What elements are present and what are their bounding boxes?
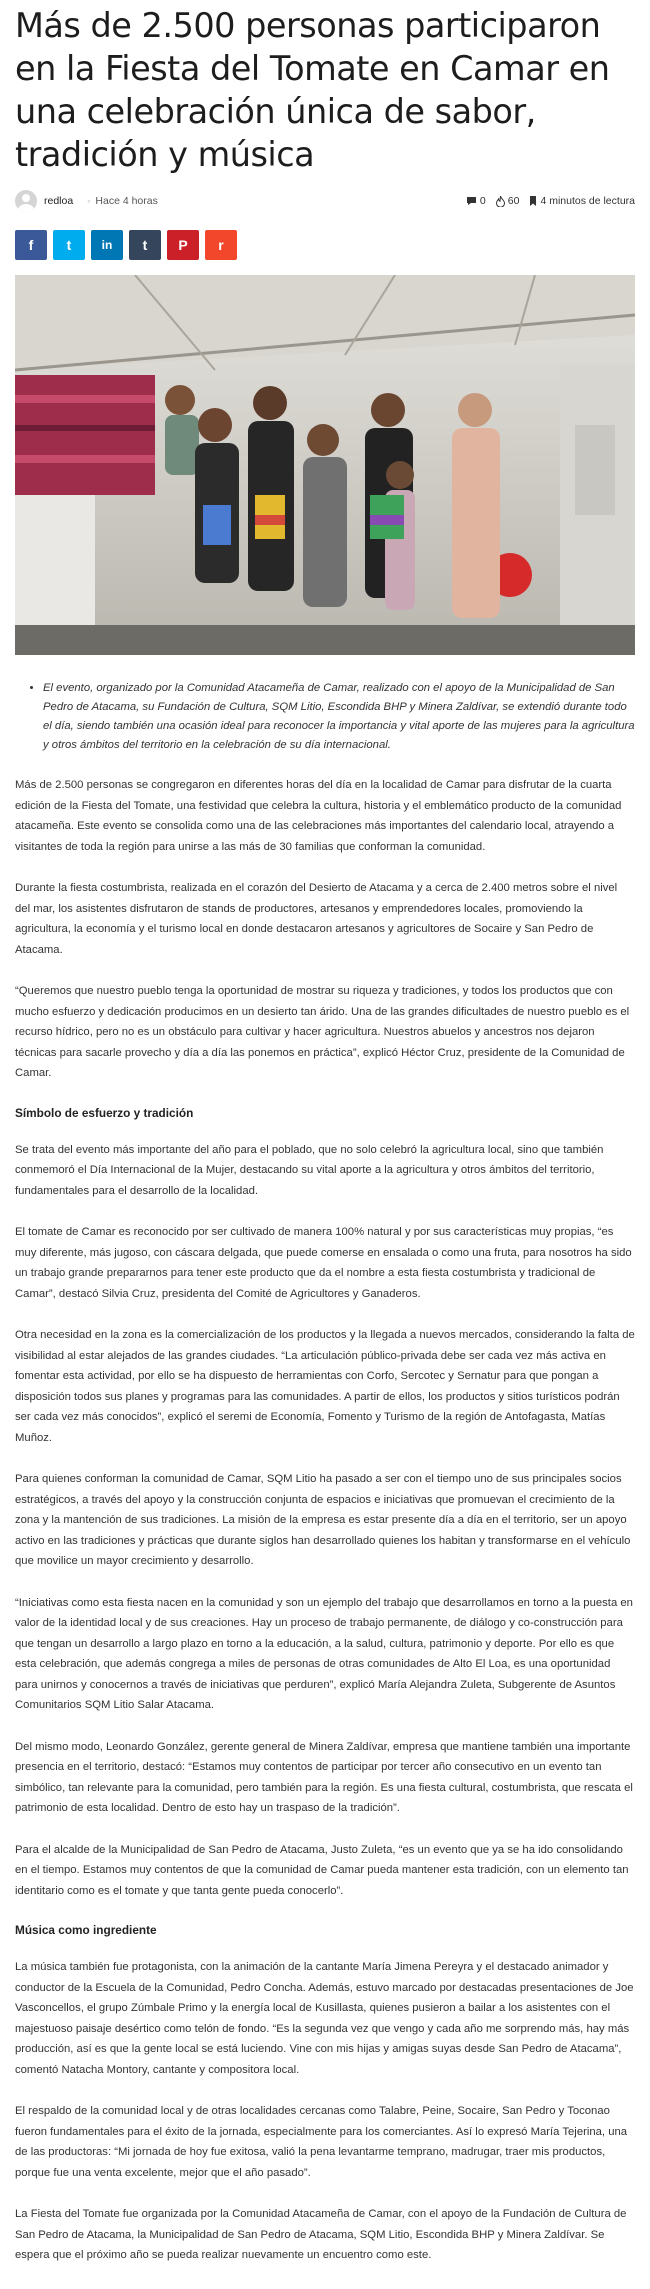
paragraph-8: “Iniciativas como esta fiesta nacen en la comunidad y son un ejemplo del trabajo que desarrollamos en torno a la puesta en valor de la identidad local y de sus creaciones. Hay un proceso de trabajo permanente, de diálogo y co-construcción para que tengan un desarrollo a largo plazo en torno a la educación, a la salud, cultura, patrimonio y deporte. Por ello es que esta celebración, que además congrega a miles de personas de otras comunidades de Alto El Loa, es una oportunidad para unirnos y conocernos a través de iniciativas que perduren”, explicó María Alejandra Zuleta, Subgerente de Asuntos Comunitarios SQM Litio Salar Atacama. [15, 1596, 633, 1711]
author-name[interactable]: redloa [44, 195, 74, 207]
group-photo-illustration [15, 275, 635, 655]
article-title: Más de 2.500 personas participaron en la Fiesta del Tomate en Camar en una celebración única de sabor, tradición y música [15, 6, 610, 174]
paragraph-1: Más de 2.500 personas se congregaron en diferentes horas del día en la localidad de Camar para disfrutar de la cuarta edición de la Fiesta del Tomate, una festividad que celebra la cultura, historia y el emblemático producto de la comunidad atacameña. Este evento se consolida como una de las celebraciones más importantes del calendario local, atrayendo a visitantes de toda la región para unirse a las más de 30 familias que conforman la comunidad. [15, 779, 622, 853]
paragraph-10: Para el alcalde de la Municipalidad de San Pedro de Atacama, Justo Zuleta, “es un evento que ya se ha ido consolidando en el tiempo. Estamos muy contentos de que la comunidad de Camar pueda mantener esta tradición, con un elemento tan identitario como es el tomate y que tanta gente pueda conocerlo”. [15, 1843, 629, 1897]
linkedin-share-button[interactable] [91, 230, 123, 260]
reddit-icon: r [218, 237, 224, 253]
paragraph-5: El tomate de Camar es reconocido por ser cultivado de manera 100% natural y por sus características muy propias, “es muy diferente, más jugoso, con cáscara delgada, que puede comerse en ensalada o como una fruta, para nosotros ha sido un trabajo grande prepararnos para tener este producto que da el nombre a esta fiesta costumbrista y tradicional de Camar”, destacó Silvia Cruz, presidenta del Comité de Agricultores y Ganaderos. [15, 1226, 632, 1300]
subheading-esfuerzo: Símbolo de esfuerzo y tradición [15, 1105, 194, 1120]
paragraph-7: Para quienes conforman la comunidad de Camar, SQM Litio ha pasado a ser con el tiempo uno de sus principales socios estratégicos, a través del apoyo y la construcción conjunta de espacios e iniciativas que promuevan el crecimiento de la zona y la mantención de sus tradiciones. La misión de la empresa es estar presente día a día en el territorio, ser un apoyo activo en las tradiciones y prácticas que durante siglos han desarrollado quienes los habitan y transformarse en el vehículo que movilice un mayor crecimiento y desarrollo. [15, 1473, 631, 1567]
linkedin-icon: in [101, 238, 113, 252]
paragraph-11: La música también fue protagonista, con la animación de la cantante María Jimena Pereyra y el destacado animador y conductor de la Escuela de la Comunidad, Pedro Concha. Además, estuvo marcado por destacadas presentaciones de Joe Vasconcellos, el grupo Zúmbale Primo y la energía local de Kusillasta, quienes pusieron a bailar a los asistentes con el majestuoso paisaje desértico como telón de fondo. “Es la segunda vez que vengo y cada año me sorprendo más, hay más producción, así es que la gente local se está luciendo. Vine con mis hijas y amigas suyas desde San Pedro de Atacama”, comentó Natacha Montory, cantante y compositora local. [15, 1961, 634, 2076]
bookmark-icon [529, 196, 537, 206]
author-block [15, 190, 158, 212]
photo-caption-list [15, 679, 635, 755]
paragraph-6: Otra necesidad en la zona es la comercialización de los productos y la llegada a nuevos mercados, considerando la falta de visibilidad al estar alejados de las grandes ciudades. “La articulación público-privada debe ser cada vez más activa en fomentar esta actividad, por ello se ha dispuesto de herramientas con Corfo, Sercotec y Sernatur para que pongan a disposición todos sus planes y programas para las comunidades. A partir de ellos, los productos y sitios turísticos podrán ser cada vez más conocidos”, explicó el seremi de Economía, Fomento y Turismo de la región de Antofagasta, Matías Muñoz. [15, 1329, 635, 1444]
facebook-icon: f [28, 237, 34, 253]
paragraph-13: La Fiesta del Tomate fue organizada por la Comunidad Atacameña de Camar, con el apoyo de la Fundación de Cultura de San Pedro de Atacama, la Municipalidad de San Pedro de Atacama, SQM Litio, Escondida BHP y Minera Zaldívar. Se espera que el próximo año se pueda realizar nuevamente un encuentro como este. [15, 2208, 627, 2261]
pinterest-icon: P [178, 237, 188, 253]
paragraph-3: “Queremos que nuestro pueblo tenga la oportunidad de mostrar su riqueza y tradiciones, y todos los productos que con mucho esfuerzo y dedicación producimos en un desierto tan árido. Una de las grandes dificultades de nuestro pueblo es el recurso hídrico, pero no es un obstáculo para cultivar y hacer agricultura. Nuestros abuelos y ancestros nos dejaron técnicas para sacarle provecho y día a día las ponemos en práctica”, explicó Héctor Cruz, presidente de la Comunidad de Camar. [15, 985, 630, 1079]
tumblr-share-button[interactable] [129, 230, 161, 260]
twitter-share-button[interactable] [53, 230, 85, 260]
read-time: 4 minutos de lectura [529, 195, 635, 207]
photo-caption: • El evento, organizado por la Comunidad Atacameña de Camar, realizado con el apoyo de la Municipalidad de San Pedro de Atacama, su Fundación de Cultura, SQM Litio, Escondida BHP y Minera Zaldívar, se extendió durante todo el día, siendo también una ocasión ideal para reconocer la importancia y vital aporte de las mujeres para la agricultura y otros ámbitos del territorio en la celebración de su día internacional. [43, 679, 635, 755]
clock-icon: ◦ [87, 196, 91, 206]
avatar[interactable] [15, 190, 37, 212]
paragraph-9: Del mismo modo, Leonardo González, gerente general de Minera Zaldívar, empresa que mantiene también una importante presencia en el territorio, destacó: “Estamos muy contentos de participar por tercer año consecutivo en un evento tan simbólico, tan relevante para la comunidad, pero también para la región. Es una fiesta cultural, costumbrista, que rescata el patrimonio de esta localidad. Dentro de esto hay un traspaso de la tradición”. [15, 1740, 633, 1814]
paragraph-12: El respaldo de la comunidad local y de otras localidades cercanas como Talabre, Peine, Socaire, San Pedro y Toconao fueron fundamentales para el éxito de la jornada, especialmente para los comerciantes. Así lo expresó María Tejerina, una de las productoras: “Mi jornada de hoy fue exitosa, valió la pena levantarme temprano, madrugar, traer mis productos, porque fue una venta excelente, mejor que el año pasado”. [15, 2105, 628, 2179]
paragraph-2: Durante la fiesta costumbrista, realizada en el corazón del Desierto de Atacama y a cerca de 2.400 metros sobre el nivel del mar, los asistentes disfrutaron de stands de productores, artesanos y emprendedores locales, promoviendo la agricultura, la economía y el turismo local en donde destacaron artesanos y agricultores de Socaire y San Pedro de Atacama. [15, 882, 618, 956]
comment-icon [466, 196, 477, 206]
reddit-share-button[interactable] [205, 230, 237, 260]
tumblr-icon: t [142, 237, 148, 253]
share-bar [15, 230, 635, 260]
time-ago: Hace 4 horas [95, 195, 158, 207]
paragraph-4: Se trata del evento más importante del año para el poblado, que no solo celebró la agricultura local, sino que también conmemoró el Día Internacional de la Mujer, destacando su vital aporte a la agricultura y otros ámbitos del territorio, fundamentales para el desarrollo de la localidad. [15, 1143, 604, 1197]
fire-icon [496, 196, 505, 207]
subheading-musica: Música como ingrediente [15, 1923, 157, 1937]
article-meta [15, 186, 635, 216]
pinterest-share-button[interactable] [167, 230, 199, 260]
comments-count[interactable]: 0 [466, 195, 486, 207]
twitter-icon: t [66, 237, 72, 253]
views-count: 60 [496, 195, 520, 207]
featured-photo [15, 275, 635, 655]
facebook-share-button[interactable] [15, 230, 47, 260]
article-stats [466, 195, 635, 207]
